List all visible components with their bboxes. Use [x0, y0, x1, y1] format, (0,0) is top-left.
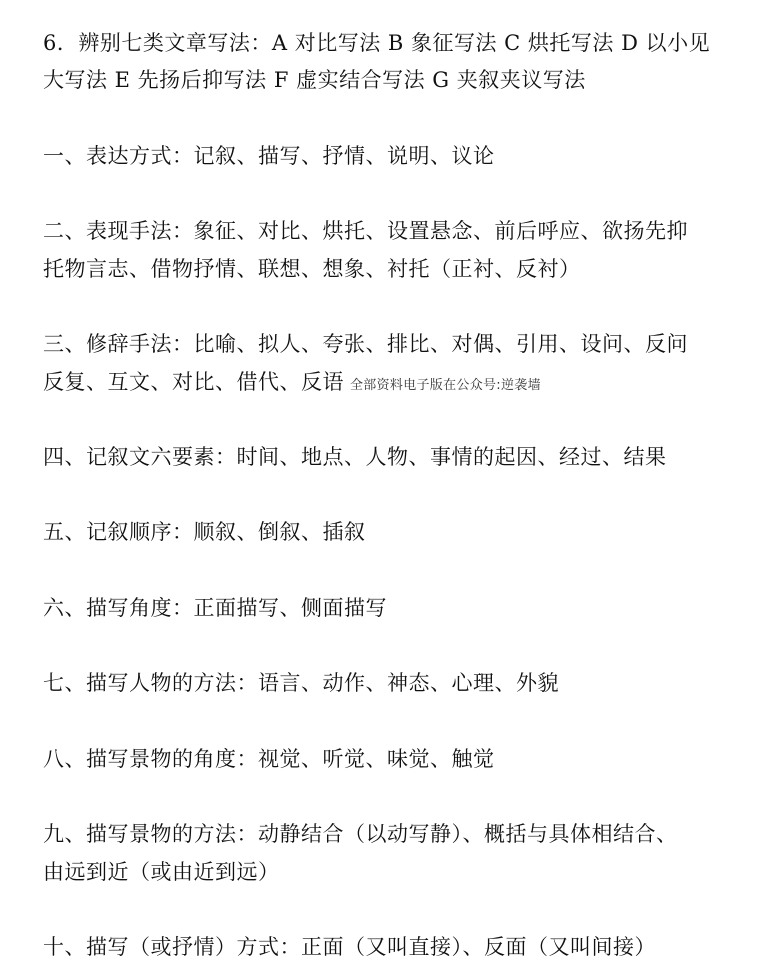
intro-line-1: 6．辨别七类文章写法：A 对比写法 B 象征写法 C 烘托写法 D 以小见 — [43, 31, 711, 55]
section-techniques-line-2: 托物言志、借物抒情、联想、想象、衬托（正衬、反衬） — [43, 257, 581, 281]
section-techniques-line-1: 二、表现手法：象征、对比、烘托、设置悬念、前后呼应、欲扬先抑 — [43, 219, 688, 243]
section-character-description: 七、描写人物的方法：语言、动作、神态、心理、外貌 — [43, 671, 559, 695]
section-description-angle: 六、描写角度：正面描写、侧面描写 — [43, 596, 387, 620]
intro-line-2: 大写法 E 先扬后抑写法 F 虚实结合写法 G 夹叙夹议写法 — [43, 68, 586, 92]
section-rhetoric-line-2 — [43, 368, 541, 400]
section-narrative-order: 五、记叙顺序：顺叙、倒叙、插叙 — [43, 520, 366, 544]
rhetoric-line-2-text: 反复、互文、对比、借代、反语 — [43, 370, 344, 394]
section-narrative-elements: 四、记叙文六要素：时间、地点、人物、事情的起因、经过、结果 — [43, 445, 667, 469]
section-scenery-methods-line-1: 九、描写景物的方法：动静结合（以动写静）、概括与具体相结合、 — [43, 822, 678, 846]
section-description-modes: 十、描写（或抒情）方式：正面（又叫直接）、反面（又叫间接） — [43, 935, 656, 959]
section-scenery-angles: 八、描写景物的角度：视觉、听觉、味觉、触觉 — [43, 747, 495, 771]
watermark-note: 全部资料电子版在公众号:逆袭墙 — [350, 378, 541, 393]
section-expression-modes: 一、表达方式：记叙、描写、抒情、说明、议论 — [43, 144, 495, 168]
section-rhetoric-line-1: 三、修辞手法：比喻、拟人、夸张、排比、对偶、引用、设问、反问 — [43, 332, 688, 356]
section-scenery-methods-line-2: 由远到近（或由近到远） — [43, 860, 280, 884]
